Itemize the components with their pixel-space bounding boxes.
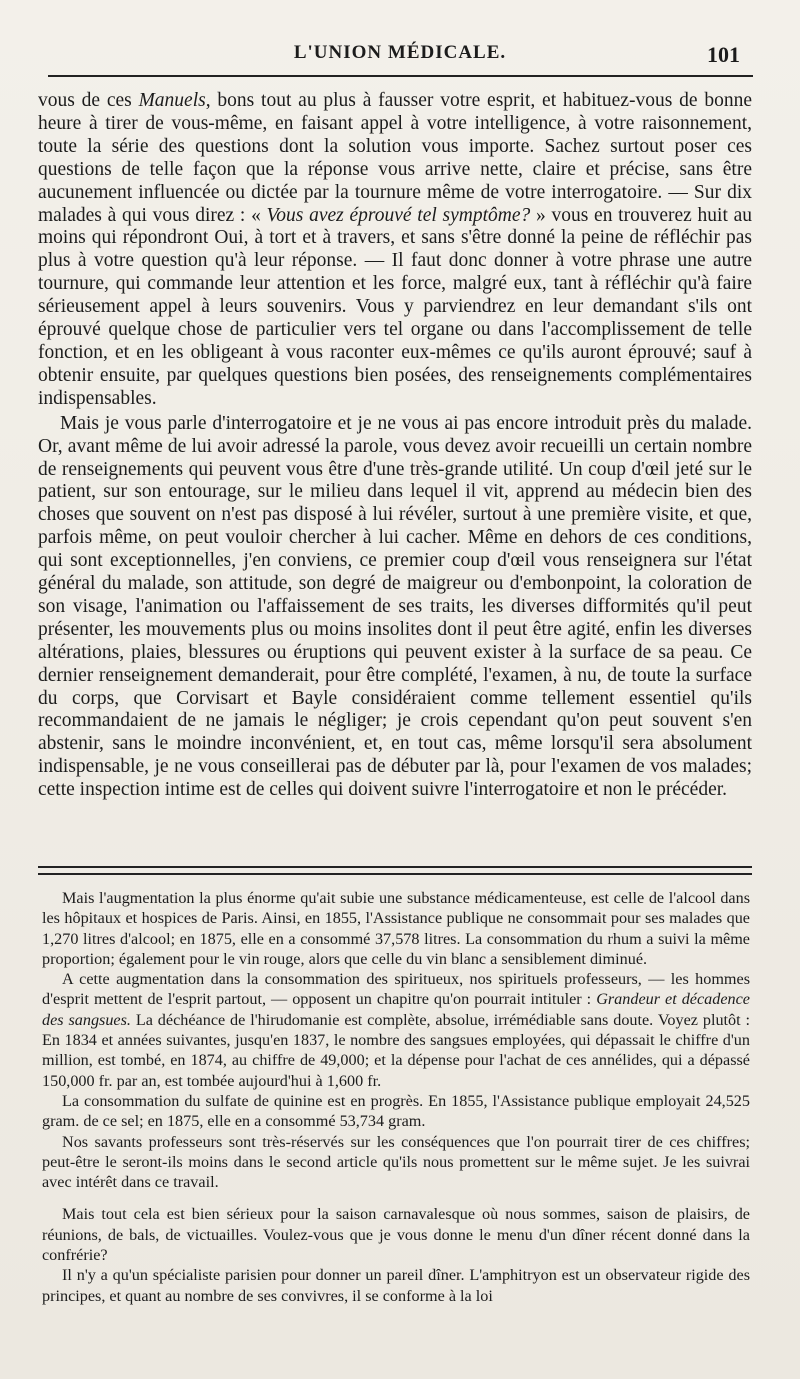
note-paragraph-6: Il n'y a qu'un spécialiste parisien pour donner un pareil dîner. L'amphitryon est un observateur rigide des principes, et quant au nombre de ses convivres, il se conforme à la loi bbox=[42, 1266, 750, 1305]
section-separator bbox=[38, 866, 752, 875]
note-paragraph-2 bbox=[42, 969, 750, 1091]
text-italic: Grandeur et décadence des sangsues. bbox=[42, 990, 750, 1029]
text-run: La déchéance de l'hirudomanie est complète, absolue, irrémédiable sans doute. Voyez plutôt : En 1834 et années suivantes, jusqu'en 1837, le nombre des sangsues employées, qui dépassait le chiffre d'un million, est tombé, en 1874, au chiffre de 49,000; et la dépense pour l'achat de ces annélides, qui a dépassé 150,000 fr. par an, est tombée aujourd'hui à 1,600 fr. bbox=[42, 1010, 750, 1090]
note-paragraph-1: Mais l'augmentation la plus énorme qu'ait subie une substance médicamenteuse, est celle de l'alcool dans les hôpitaux et hospices de Paris. Ainsi, en 1855, l'Assistance publique ne consommait pour ses malades que 1,270 litres d'alcool; en 1875, elle en a consommé 37,578 litres. La consommation du rhum a suivi la même proportion; également pour le vin rouge, alors que celle du vin blanc a sensiblement diminué. bbox=[42, 889, 750, 968]
main-paragraph-2: Mais je vous parle d'interrogatoire et je ne vous ai pas encore introduit près du malade. Or, avant même de lui avoir adressé la parole, vous devez avoir recueilli un certain nombre de renseignements qui peuvent vous être d'une très-grande utilité. Un coup d'œil jeté sur le patient, sur son entourage, sur le milieu dans lequel il vit, apprend au médecin bien des choses que souvent on n'est pas disposé à lui révéler, surtout à une première visite, et que, parfois même, on peut vouloir chercher à lui cacher. Même en dehors de ces conditions, qui sont exceptionnelles, j'en conviens, ce premier coup d'œil vous renseignera sur l'état général du malade, son attitude, son degré de maigreur ou d'embonpoint, la coloration de son visage, l'animation ou l'affaissement de ses traits, les diverses difformités qu'il peut présenter, les mouvements plus ou moins insolites dont il peut être agité, enfin les diverses altérations, plaies, blessures ou éruptions qui peuvent exister à la surface de sa peau. Ce dernier renseignement demanderait, pour être complété, l'examen, à nu, de toute la surface du corps, que Corvisart et Bayle considéraient comme tellement essentiel qu'ils recommandaient de ne jamais le négliger; je crois cependant qu'on peut souvent s'en abstenir, sans le moindre inconvénient, et, en tout cas, même lorsqu'il sera absolument indispensable, je ne vous conseillerai pas de débuter par là, pour l'examen de vos malades; cette inspection intime est de celles qui doivent suivre l'interrogatoire et non le précéder. bbox=[38, 412, 752, 801]
text-italic: Vous avez éprouvé tel symptôme? bbox=[266, 204, 531, 226]
main-body bbox=[38, 90, 752, 802]
main-paragraph-1 bbox=[38, 90, 752, 411]
page-header bbox=[0, 38, 800, 78]
text-run: » vous en trouverez huit au moins qui répondront Oui, à tort et à travers, et sans s'être donné la peine de réfléchir pas plus à votre question qu'à leur réponse. — Il faut donc donner à votre phrase une autre tournure, qui commande leur attention et les force, malgré eux, tant à réfléchir qu'à faire sérieusement appel à leurs souvenirs. Vous y parviendrez en leur demandant s'ils ont éprouvé quelque chose de particulier vers tel organe ou dans l'accomplissement de telle fonction, et en les obligeant à vous raconter eux-mêmes ce qu'ils auront éprouvé; sauf à obtenir ensuite, par quelques questions bien posées, des renseignements complémentaires indispensables. bbox=[38, 204, 752, 409]
text-run: A cette augmentation dans la consommation des spiritueux, nos spirituels professeurs, — les hommes d'esprit mettent de l'esprit partout, — opposent un chapitre qu'on pourrait intituler : bbox=[42, 970, 750, 1009]
page-number: 101 bbox=[707, 42, 740, 67]
note-paragraph-5: Mais tout cela est bien sérieux pour la saison carnavalesque où nous sommes, saison de plaisirs, de réunions, de bals, de victuailles. Voulez-vous que je vous donne le menu d'un dîner récent donné dans la confrérie? bbox=[42, 1205, 750, 1265]
note-paragraph-4: Nos savants professeurs sont très-réservés sur les conséquences que l'on pourrait tirer de ces chiffres; peut-être le seront-ils moins dans le second article qu'ils nous promettent sur le même sujet. Je les suivrai avec intérêt dans ce travail. bbox=[42, 1132, 750, 1192]
running-title: L'UNION MÉDICALE. bbox=[293, 42, 507, 63]
text-run: , bons tout au plus à fausser votre esprit, et habituez-vous de bonne heure à tirer de vous-même, en faisant appel à votre intelligence, à votre raisonnement, toute la série des questions dont la solution vous importe. Sachez surtout poser ces questions de telle façon que la réponse vous arrive nette, claire et précise, sans être aucunement influencée ou dictée par la tournure même de votre interrogatoire. — Sur dix malades à qui vous direz : « bbox=[38, 90, 752, 226]
note-paragraph-3: La consommation du sulfate de quinine est en progrès. En 1855, l'Assistance publique employait 24,525 gram. de ce sel; en 1875, elle en a consommé 53,734 gram. bbox=[42, 1091, 750, 1131]
header-rule bbox=[48, 75, 753, 77]
text-run: vous de ces bbox=[38, 90, 139, 111]
feuilleton-notes bbox=[42, 888, 750, 1306]
text-italic: Manuels bbox=[138, 90, 206, 111]
